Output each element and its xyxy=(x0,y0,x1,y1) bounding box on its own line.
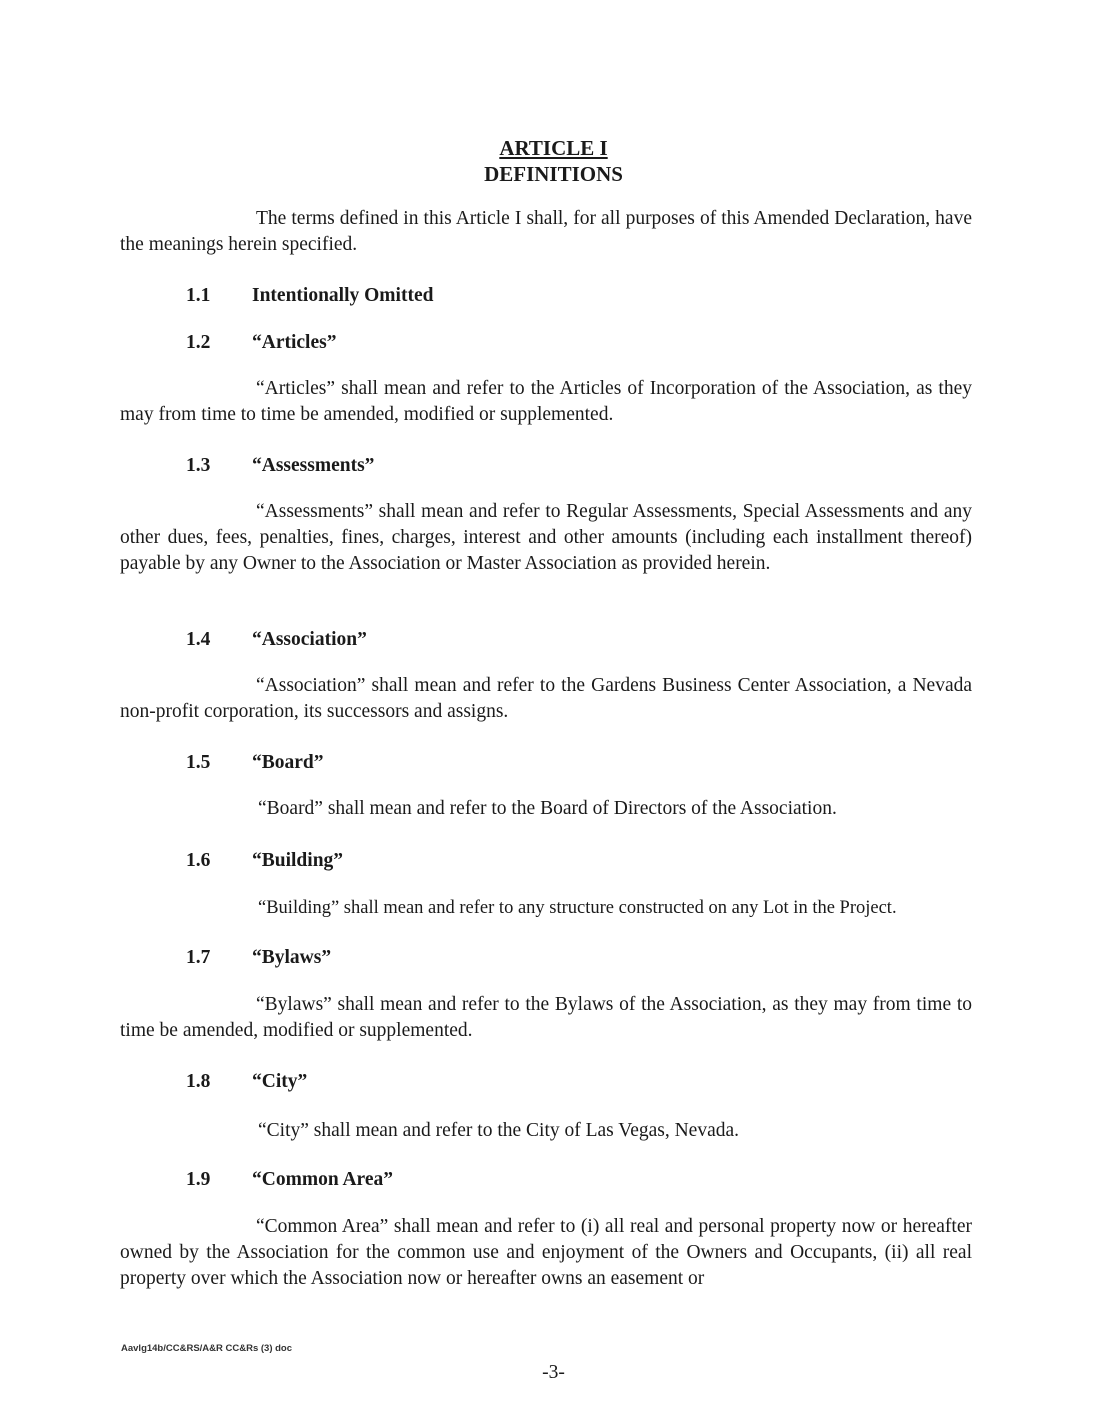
section-text-1-5: “Board” shall mean and refer to the Board of Directors of the Association. xyxy=(258,798,837,819)
section-text-1-9: “Common Area” shall mean and refer to (i) all real and personal property now or hereafter owned by the Association for the common use and enjoyment of the Owners and Occupants, (ii) all real property over which the Association now or hereafter owns an easement or xyxy=(120,1216,972,1289)
section-title: “Association” xyxy=(252,629,367,650)
section-number: 1.6 xyxy=(186,850,211,871)
section-number: 1.5 xyxy=(186,752,211,773)
section-number: 1.7 xyxy=(186,947,211,968)
section-number: 1.1 xyxy=(186,285,211,306)
section-text-1-4: “Association” shall mean and refer to the Gardens Business Center Association, a Nevada non-profit corporation, its successors and assigns. xyxy=(120,675,972,722)
article-title: DEFINITIONS xyxy=(484,162,623,186)
section-text-1-8: “City” shall mean and refer to the City of Las Vegas, Nevada. xyxy=(258,1120,740,1141)
section-title: “Assessments” xyxy=(252,455,375,476)
section-number: 1.4 xyxy=(186,629,211,650)
section-title: “Board” xyxy=(252,752,324,773)
section-number: 1.8 xyxy=(186,1071,211,1092)
page-number: -3- xyxy=(542,1362,565,1383)
section-heading-1-3 xyxy=(186,453,374,479)
section-heading-1-4 xyxy=(186,627,367,653)
section-heading-1-9 xyxy=(186,1167,393,1193)
intro-paragraph: The terms defined in this Article I shall, for all purposes of this Amended Declaration, have the meanings herein specified. xyxy=(120,208,972,255)
section-title: Intentionally Omitted xyxy=(252,285,434,306)
section-text-1-3: “Assessments” shall mean and refer to Regular Assessments, Special Assessments and any other dues, fees, penalties, fines, charges, interest and other amounts (including each installment thereof) payable by any Owner to the Association or Master Association as provided herein. xyxy=(120,501,972,574)
section-title: “City” xyxy=(252,1071,308,1092)
section-text-1-2: “Articles” shall mean and refer to the Articles of Incorporation of the Association, as they may from time to time be amended, modified or supplemented. xyxy=(120,378,972,425)
section-number: 1.9 xyxy=(186,1169,211,1190)
section-heading-1-1 xyxy=(186,283,433,309)
section-heading-1-7 xyxy=(186,945,331,971)
section-title: “Articles” xyxy=(252,332,337,353)
section-title: “Common Area” xyxy=(252,1169,394,1190)
section-title: “Building” xyxy=(252,850,344,871)
section-heading-1-8 xyxy=(186,1069,307,1095)
section-number: 1.3 xyxy=(186,455,211,476)
section-text-1-6: “Building” shall mean and refer to any structure constructed on any Lot in the Project. xyxy=(258,898,897,918)
article-number: ARTICLE I xyxy=(499,136,608,160)
section-text-1-7: “Bylaws” shall mean and refer to the Bylaws of the Association, as they may from time to time be amended, modified or supplemented. xyxy=(120,994,972,1041)
section-number: 1.2 xyxy=(186,332,211,353)
section-heading-1-5 xyxy=(186,750,324,776)
section-heading-1-6 xyxy=(186,848,343,874)
article-heading xyxy=(0,135,1107,187)
document-file-code: Aavlg14b/CC&RS/A&R CC&Rs (3) doc xyxy=(121,1343,293,1354)
section-title: “Bylaws” xyxy=(252,947,332,968)
section-heading-1-2 xyxy=(186,330,336,356)
